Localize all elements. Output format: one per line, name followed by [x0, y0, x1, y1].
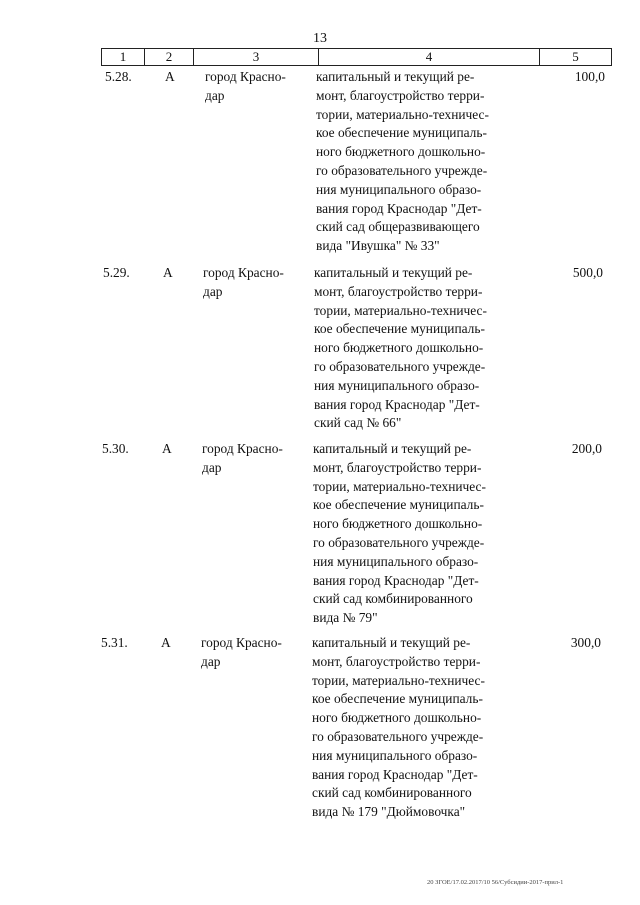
page-number: 13 — [313, 31, 327, 46]
text-line: дар — [203, 283, 223, 299]
text-line: вида № 79" — [313, 610, 378, 626]
text-line: капитальный и текущий ре- — [314, 265, 473, 280]
row-municipality — [205, 68, 309, 106]
text-line: ния муниципального образо- — [313, 553, 479, 569]
row-amount: 100,0 — [574, 69, 605, 84]
text-line: кое обеспечение муниципаль- — [312, 691, 483, 707]
text-line: город Красно- — [201, 635, 282, 650]
text-line: вания город Краснодар "Дет- — [314, 396, 480, 412]
row-description — [313, 440, 520, 628]
row-description — [314, 264, 521, 433]
text-line: тории, материально-техничес- — [312, 672, 485, 688]
document-footer-id: 20 ЗГОЕ/17.02.2017/10 56/Субсидии-2017-прил-1 — [427, 879, 564, 886]
row-number: 5.29. — [103, 265, 130, 280]
text-line: город Красно- — [205, 69, 286, 84]
text-line: капитальный и текущий ре- — [316, 69, 475, 84]
text-line: ский сад общеразвивающего — [316, 219, 480, 235]
row-municipality — [203, 264, 307, 302]
header-col-2: 2 — [145, 49, 194, 65]
text-line: ного бюджетного дошкольно- — [312, 710, 482, 726]
row-category: А — [162, 441, 172, 456]
header-col-5: 5 — [572, 49, 579, 64]
text-line: монт, благоустройство терри- — [316, 87, 485, 103]
text-line: ский сад комбинированного — [312, 785, 472, 801]
text-line: ния муниципального образо- — [312, 747, 478, 763]
row-amount: 300,0 — [570, 635, 601, 650]
text-line: кое обеспечение муниципаль- — [316, 125, 487, 141]
text-line: ного бюджетного дошкольно- — [316, 144, 486, 160]
row-category: А — [161, 635, 171, 650]
row-municipality — [201, 634, 305, 672]
header-col-1: 1 — [102, 49, 145, 65]
text-line: ния муниципального образо- — [314, 377, 480, 393]
text-line: ного бюджетного дошкольно- — [313, 516, 483, 532]
text-line: го образовательного учрежде- — [314, 358, 486, 374]
text-line: тории, материально-техничес- — [316, 106, 489, 122]
table-header — [101, 48, 612, 66]
text-line: кое обеспечение муниципаль- — [313, 497, 484, 513]
text-line: капитальный и текущий ре- — [312, 635, 471, 650]
text-line: капитальный и текущий ре- — [313, 441, 472, 456]
text-line: вания город Краснодар "Дет- — [313, 572, 479, 588]
text-line: дар — [205, 87, 225, 103]
row-number: 5.31. — [101, 635, 128, 650]
row-description — [312, 634, 519, 822]
text-line: тории, материально-техничес- — [314, 302, 487, 318]
text-line: го образовательного учрежде- — [312, 728, 484, 744]
row-category: А — [165, 69, 175, 84]
text-line: дар — [201, 653, 221, 669]
text-line: ния муниципального образо- — [316, 181, 482, 197]
row-amount: 200,0 — [571, 441, 602, 456]
text-line: го образовательного учрежде- — [316, 162, 488, 178]
text-line: го образовательного учрежде- — [313, 534, 485, 550]
text-line: тории, материально-техничес- — [313, 478, 486, 494]
row-amount: 500,0 — [572, 265, 603, 280]
text-line: кое обеспечение муниципаль- — [314, 321, 485, 337]
text-line: дар — [202, 459, 222, 475]
text-line: вания город Краснодар "Дет- — [316, 200, 482, 216]
row-number: 5.30. — [102, 441, 129, 456]
text-line: ного бюджетного дошкольно- — [314, 340, 484, 356]
text-line: ский сад № 66" — [314, 415, 402, 431]
text-line: вида № 179 "Дюймовочка" — [312, 804, 466, 820]
row-description — [316, 68, 523, 256]
row-category: А — [163, 265, 173, 280]
row-municipality — [202, 440, 306, 478]
text-line: монт, благоустройство терри- — [312, 653, 481, 669]
text-line: вания город Краснодар "Дет- — [312, 766, 478, 782]
header-col-3: 3 — [194, 49, 319, 65]
text-line: ский сад комбинированного — [313, 591, 473, 607]
text-line: город Красно- — [203, 265, 284, 280]
text-line: вида "Ивушка" № 33" — [316, 238, 440, 254]
header-col-4: 4 — [319, 49, 540, 65]
text-line: город Красно- — [202, 441, 283, 456]
row-number: 5.28. — [105, 69, 132, 84]
text-line: монт, благоустройство терри- — [314, 283, 483, 299]
text-line: монт, благоустройство терри- — [313, 459, 482, 475]
